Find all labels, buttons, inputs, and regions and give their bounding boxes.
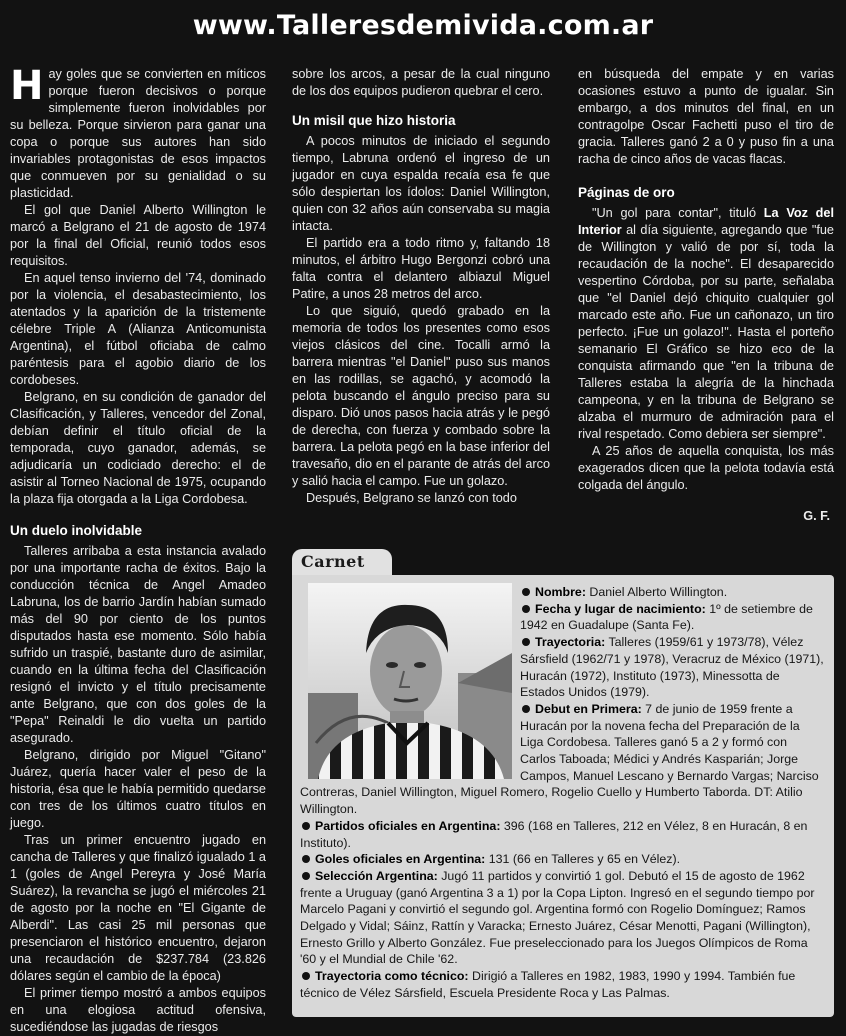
newspaper-name: La Voz del Interior (578, 206, 834, 237)
article-paragraph: Después, Belgrano se lanzó con todo (306, 491, 517, 505)
article-column-1 (10, 63, 266, 1034)
carnet-title: Carnet (301, 552, 365, 571)
article-paragraph: Belgrano, en su condición de ganador del Clasificación, y Talleres, vencedor del Zonal, debían definir el título oficial de la temporada, cuyo ganador, además, se adjudicaría un codiciado derecho: el de asistir al Torneo Nacional de 1975, ocupando la plaza fija otorgada a la Liga Cordobesa. (10, 390, 266, 506)
bullet-icon (302, 822, 310, 830)
article-paragraph: En aquel tenso invierno del '74, dominado por la violencia, el desabastecimiento, los atentados y la aparición de la tristemente célebre Triple A (Alianza Anticomunista Argentina), el fútbol oficiaba de calmo paréntesis para el agobio diario de los cordobeses. (10, 271, 266, 387)
article-paragraph: A pocos minutos de iniciado el segundo tiempo, Labruna ordenó el ingreso de un jugador en cuya espalda recaía esa fe que sólo despiertan los ídolos: Daniel Willington, quien con 32 años aún conservaba su magia intacta. (292, 134, 550, 233)
article-paragraph: El gol que Daniel Alberto Willington le marcó a Belgrano el 21 de agosto de 1974 por la final del Oficial, reunió todos esos requisitos. (10, 203, 266, 268)
article-paragraph: A 25 años de aquella conquista, los más exagerados dicen que la pelota todavía está colgada del ángulo. (578, 444, 834, 492)
carnet-entry-seleccion: Selección Argentina: Jugó 11 partidos y convirtió 1 gol. Debutó el 15 de agosto de 1962 frente a Uruguay (ganó Argentina 3 a 1) por la Copa Lipton. Ingresó en el segundo tiempo por Marcelo Pagani y convirtió el segundo gol. Argentina formó con Rogelio Domínguez; Ramos Delgado y Vidal; Sáinz, Rattín y Varacka; Ernesto Juárez, César Menotti, Pagani (Willington), Ernesto Grillo y Alberto González. Fue preseleccionado para los Juegos Olímpicos de Roma '60 y el Mundial de Chile '62. (300, 868, 815, 967)
bullet-icon (522, 705, 530, 713)
bullet-icon (522, 588, 530, 596)
article-paragraph: "Un gol para contar", tituló La Voz del Interior al día siguiente, agregando que "fue de Willington y valió de por sí, toda la recaudación de la noche". El desaparecido vespertino Córdoba, por su parte, señalaba que "el Daniel dejó chiquito cualquier gol marcado este año. Fue un cañonazo, un tiro perfecto. ¡Fue un golazo!". Hasta el porteño semanario El Gráfico se hizo eco de la conquista afirmando que "en la tribuna de Talleres estaba la alegría de la hinchada campeona, y en la tribuna de Belgrano se alzaba el murmuro de admiración para el rival respetado. Como debiera ser siempre". (578, 206, 834, 441)
carnet-entry-goles: Goles oficiales en Argentina: 131 (66 en Talleres y 65 en Vélez). (300, 851, 824, 868)
article-paragraph: H ay goles que se convierten en míticos porque fueron decisivos o porque simplemente fueron inolvidables por su belleza. Porque sirvieron para ganar una copa o porque sus autores han sido invariables protagonistas de esos impactos que conmueven por su genialidad o su plasticidad. (10, 63, 266, 200)
article-paragraph: en búsqueda del empate y en varias ocasiones estuvo a punto de igualar. Sin embargo, a dos minutos del final, en un contragolpe Oscar Fachetti puso el tiro de gracia. Talleres ganó 2 a 0 y puso fin a una racha de cinco años de vacas flacas. (578, 67, 834, 166)
bullet-icon (302, 855, 310, 863)
carnet-entry-trayectoria: Trayectoria: Talleres (1959/61 y 1973/78), Vélez Sársfield (1962/71 y 1978), Veracruz de México (1971), Huracán (1972), Instituto (1973), Minessotta de Estados Unidos (1979). (520, 635, 824, 700)
article-paragraph: El primer tiempo mostró a ambos equipos en una elogiosa actitud ofensiva, sucediéndose las jugadas de riesgos (10, 986, 266, 1034)
article-paragraph: sobre los arcos, a pesar de la cual ninguno de los dos equipos pudieron quebrar el cero. (292, 67, 550, 98)
bullet-icon (302, 872, 310, 880)
bullet-icon (522, 605, 530, 613)
carnet-details (300, 584, 824, 1002)
site-url-header: www.Talleresdemivida.com.ar (192, 10, 654, 41)
article-paragraph: El partido era a todo ritmo y, faltando 18 minutos, el árbitro Hugo Bergonzi cobró una falta contra el delantero albiazul Miguel Patire, a unos 28 metros del arco. (292, 236, 550, 301)
section-heading: Un duelo inolvidable (10, 523, 143, 538)
bullet-icon (522, 638, 530, 646)
carnet-box (292, 575, 834, 1017)
article-paragraph: Tras un primer encuentro jugado en cancha de Talleres y que finalizó igualado 1 a 1 (goles de Angel Pereyra y José María Suárez), la revancha se jugó el miércoles 21 de agosto por la noche en "El Gigante de Alberdi". Las casi 25 mil personas que presenciaron el histórico encuentro, dejaron una recaudación de $237.784 (23.826 dólares según el cambio de la época) (10, 833, 266, 983)
section-heading: Un misil que hizo historia (292, 113, 456, 128)
carnet-entry-tecnico: Trayectoria como técnico: Dirigió a Talleres en 1982, 1983, 1990 y 1994. También fue técnico de Vélez Sársfield, Escuela Presidente Roca y Las Palmas. (300, 969, 796, 1000)
article-column-2 (292, 66, 550, 526)
carnet-entry-nombre: Nombre: Daniel Alberto Willington. (300, 584, 824, 601)
article-paragraph: Lo que siguió, quedó grabado en la memoria de todos los presentes como esos viejos clásicos del cine. Tocalli armó la barrera mientras "el Daniel" puso sus manos en las rodillas, se agachó, y acomodó la pelota buscando el ángulo preciso para su disparo. Dió unos pasos hacia atrás y le pegó de derecha, con fuerza y combado sobre la barrera. La pelota pegó en la base inferior del travesaño, dio en el parante de atrás del arco y salió hacia el campo. Fue un golazo. (292, 304, 550, 488)
article-paragraph: Belgrano, dirigido por Miguel "Gitano" Juárez, quería hacer valer el peso de la historia, ésa que le había permitido quedarse con tres de los últimos cuatro títulos en juego. (10, 748, 266, 830)
carnet-entry-fecha: Fecha y lugar de nacimiento: 1º de setiembre de 1942 en Guadalupe (Santa Fe). (520, 601, 813, 633)
drop-cap: H (10, 68, 46, 103)
author-signature: G. F. (803, 509, 830, 523)
carnet-entry-debut: Debut en Primera: 7 de junio de 1959 frente a Huracán por la novena fecha del Preparación de la Liga Cordobesa. Talleres ganó 5 a 2 y formó con Carlos Taboada; Médici y Andrés Kasparián; Jorge Campos, Manuel Lescano y Bernardo Vargas; Narciso Contreras, Daniel Willington, Miguel Romero, Rogelio Cuello y Humberto Taborda. DT: Atilio Willington. (300, 701, 819, 817)
article-paragraph: Talleres arribaba a esta instancia avalado por una importante racha de éxitos. Bajo la conducción técnica de Angel Amadeo Labruna, los de barrio Jardín habían sumado más del 90 por ciento de los puntos disputados hasta ese momento. Sólo había sufrido un traspié, bastante duro de asimilar, cuando en la última fecha del Clasificación resignó el invicto y el título precisamente ante Belgrano, que con dos goles de la "Pepa" Reinaldi le dio vuelta un partido asegurado. (10, 544, 266, 745)
article-column-3 (578, 66, 834, 526)
section-heading: Páginas de oro (578, 185, 675, 200)
carnet-tab (292, 549, 392, 575)
bullet-icon (302, 972, 310, 980)
carnet-entry-partidos: Partidos oficiales en Argentina: 396 (168 en Talleres, 212 en Vélez, 8 en Huracán, 8 en Instituto). (300, 818, 808, 850)
